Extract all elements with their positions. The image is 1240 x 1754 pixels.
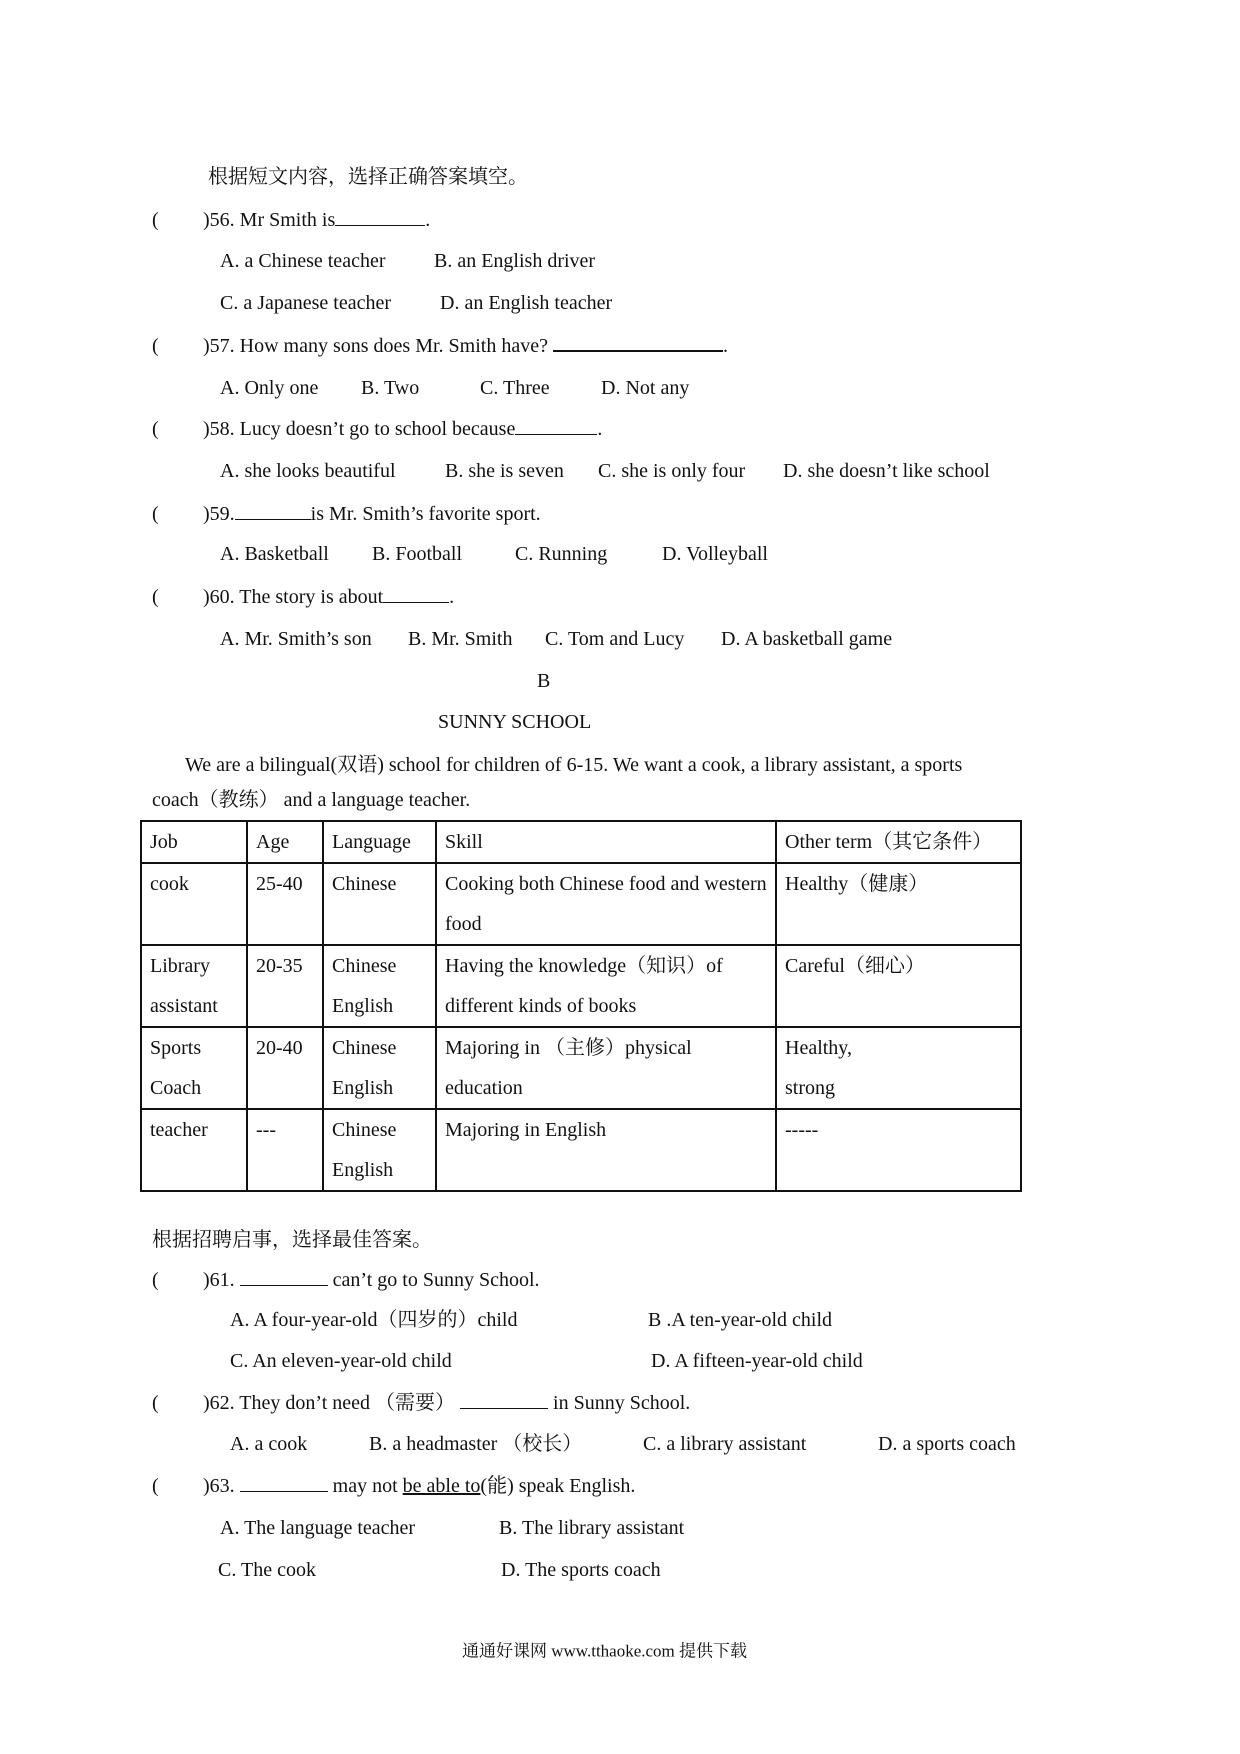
table-row	[141, 1027, 1021, 1109]
option: B. an English driver	[434, 250, 596, 272]
footer: 通通好课网 www.tthaoke.com 提供下载	[462, 1641, 748, 1661]
option: D. she doesn’t like school	[783, 460, 990, 482]
question-56: )56. Mr Smith is .	[203, 209, 431, 231]
header-cell: Language	[323, 821, 436, 863]
option: A. Only one	[220, 377, 319, 399]
question-61: )61. can’t go to Sunny School.	[203, 1269, 540, 1291]
cell: Chinese	[323, 863, 436, 945]
answer-paren: (	[152, 209, 159, 231]
header-cell: Skill	[436, 821, 776, 863]
table-row	[141, 863, 1021, 945]
table-row	[141, 945, 1021, 1027]
option: D. A fifteen-year-old child	[651, 1350, 863, 1372]
option: B. Two	[361, 377, 420, 399]
cell: Having the knowledge（知识）of different kinds of books	[436, 945, 776, 1027]
job-table	[140, 820, 1022, 1192]
cell: Majoring in English	[436, 1109, 776, 1191]
passage-title: SUNNY SCHOOL	[438, 711, 592, 733]
option: D. The sports coach	[501, 1559, 661, 1581]
cell: Healthy（健康）	[776, 863, 1021, 945]
option: B. a headmaster （校长）	[369, 1433, 583, 1455]
passage-text: We are a bilingual(双语) school for children of 6-15. We want a cook, a library assistant, a sports	[185, 754, 963, 776]
cell: teacher	[141, 1109, 247, 1191]
cell: Sports Coach	[141, 1027, 247, 1109]
instruction-a: 根据短文内容，选择正确答案填空。	[208, 166, 528, 188]
passage-text: coach（教练） and a language teacher.	[152, 789, 471, 811]
option: C. Tom and Lucy	[545, 628, 685, 650]
cell: Careful（细心）	[776, 945, 1021, 1027]
option: D. Not any	[601, 377, 690, 399]
cell: 25-40	[247, 863, 323, 945]
option: C. a library assistant	[643, 1433, 807, 1455]
option: C. An eleven-year-old child	[230, 1350, 452, 1372]
option: C. Running	[515, 543, 608, 565]
option: A. A four-year-old（四岁的）child	[230, 1309, 518, 1331]
cell: Library assistant	[141, 945, 247, 1027]
cell: Healthy, strong	[776, 1027, 1021, 1109]
table-header-row	[141, 821, 1021, 863]
option: D. an English teacher	[440, 292, 613, 314]
question-57: )57. How many sons does Mr. Smith have? .	[203, 335, 728, 357]
option: D. a sports coach	[878, 1433, 1016, 1455]
cell: -----	[776, 1109, 1021, 1191]
cell: ---	[247, 1109, 323, 1191]
question-59: )59. is Mr. Smith’s favorite sport.	[203, 503, 541, 525]
option: C. Three	[480, 377, 550, 399]
header-cell: Other term（其它条件）	[776, 821, 1021, 863]
header-cell: Job	[141, 821, 247, 863]
option: D. Volleyball	[662, 543, 768, 565]
option: A. Basketball	[220, 543, 329, 565]
answer-paren: (	[152, 1392, 159, 1414]
option: C. The cook	[218, 1559, 316, 1581]
answer-paren: (	[152, 503, 159, 525]
instruction-b: 根据招聘启事，选择最佳答案。	[152, 1229, 432, 1251]
answer-paren: (	[152, 1269, 159, 1291]
option: A. Mr. Smith’s son	[220, 628, 372, 650]
answer-paren: (	[152, 418, 159, 440]
header-cell: Age	[247, 821, 323, 863]
answer-paren: (	[152, 335, 159, 357]
option: B. Mr. Smith	[408, 628, 513, 650]
cell: Cooking both Chinese food and western food	[436, 863, 776, 945]
option: A. a Chinese teacher	[220, 250, 386, 272]
answer-paren: (	[152, 1475, 159, 1497]
cell: Chinese English	[323, 1027, 436, 1109]
option: B. Football	[372, 543, 463, 565]
cell: Majoring in （主修）physical education	[436, 1027, 776, 1109]
option: A. a cook	[230, 1433, 308, 1455]
section-letter: B	[537, 670, 551, 692]
option: B. she is seven	[445, 460, 564, 482]
option: B .A ten-year-old child	[648, 1309, 832, 1331]
option: A. she looks beautiful	[220, 460, 396, 482]
cell: cook	[141, 863, 247, 945]
option: A. The language teacher	[220, 1517, 416, 1539]
answer-paren: (	[152, 586, 159, 608]
cell: 20-35	[247, 945, 323, 1027]
option: B. The library assistant	[499, 1517, 685, 1539]
option: C. a Japanese teacher	[220, 292, 392, 314]
cell: Chinese English	[323, 1109, 436, 1191]
question-60: )60. The story is about .	[203, 586, 455, 608]
question-63: )63. may not be able to(能) speak English.	[203, 1475, 636, 1497]
question-58: )58. Lucy doesn’t go to school because .	[203, 418, 603, 440]
question-62: )62. They don’t need （需要） in Sunny School.	[203, 1392, 691, 1414]
cell: Chinese English	[323, 945, 436, 1027]
option: D. A basketball game	[721, 628, 893, 650]
cell: 20-40	[247, 1027, 323, 1109]
table-row	[141, 1109, 1021, 1191]
option: C. she is only four	[598, 460, 746, 482]
